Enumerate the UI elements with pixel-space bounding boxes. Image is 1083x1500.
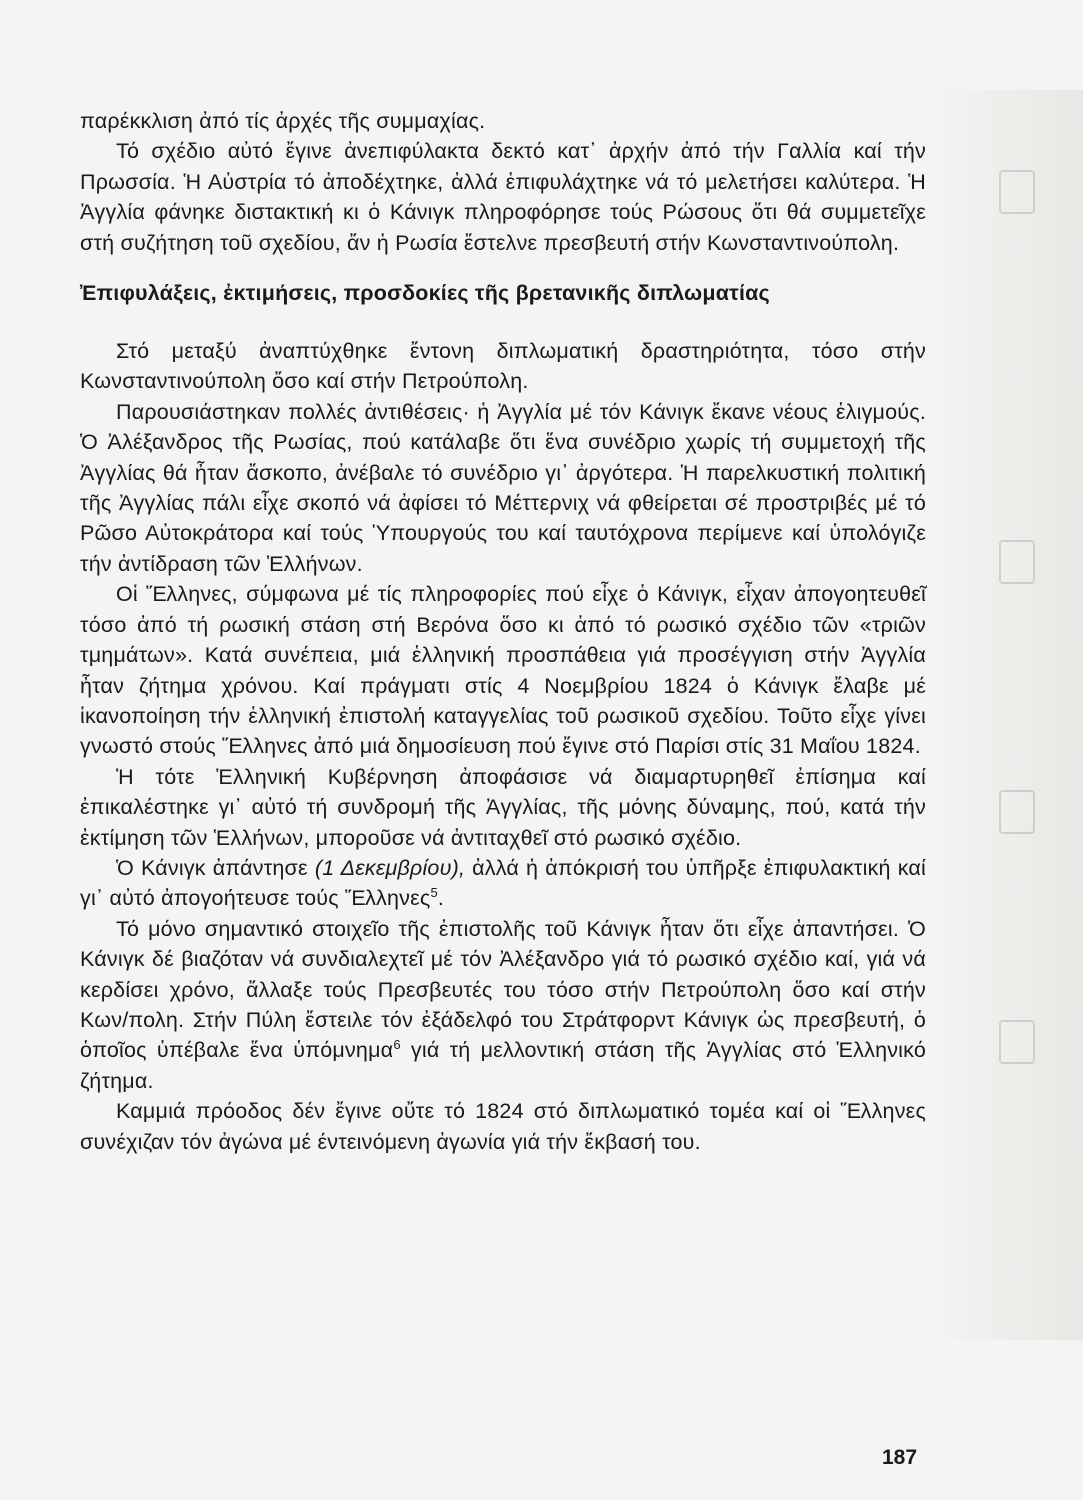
bleed-marker-1 [999, 170, 1035, 214]
paragraph-4: Οἱ Ἕλληνες, σύμφωνα μέ τίς πληροφορίες πού εἶχε ὁ Κάνιγκ, εἶχαν ἀπογοητευθεῖ τόσο ἀπό τή ρωσική στάση στή Βερόνα ὅσο κι ἀπό τό ρωσικό σχέδιο τῶν «τριῶν τμημάτων». Κατά συνέπεια, μιά ἑλληνική προσπάθεια γιά προσέγγιση στήν Ἀγγλία ἦταν ζήτημα χρόνου. Καί πράγματι στίς 4 Νοεμβρίου 1824 ὁ Κάνιγκ ἔλαβε μέ ἱκανοποίηση τήν ἑλληνική ἐπιστολή καταγγελίας τοῦ ρωσικοῦ σχεδίου. Τοῦτο εἶχε γίνει γνωστό στούς Ἕλληνες ἀπό μιά δημοσίευση πού ἔγινε στό Παρίσι στίς 31 Μαΐου 1824. [80, 582, 926, 759]
page-number: 187 [882, 1446, 918, 1469]
paragraph-3: Παρουσιάστηκαν πολλές ἀντιθέσεις· ἡ Ἀγγλία μέ τόν Κάνιγκ ἔκανε νέους ἑλιγμούς. Ὁ Ἀλέξανδρος τῆς Ρωσίας, πού κατάλαβε ὅτι ἕνα συνέδριο χωρίς τή συμμετοχή τῆς Ἀγγλίας θά ἦταν ἄσκοπο, ἀνέβαλε τό συνέδριο γι᾽ ἀργότερα. Ἡ παρελκυστική πολιτική τῆς Ἀγγλίας πάλι εἶχε σκοπό νά ἀφίσει τό Μέττερνιχ νά φθείρεται σέ προστριβές μέ τό Ρῶσο Αὐτοκράτορα καί τούς Ὑπουργούς του καί ταυτόχρονα περίμενε καί ὑπολόγιζε τήν ἀντίδραση τῶν Ἑλλήνων. [80, 399, 926, 576]
facing-page-bleed [933, 90, 1083, 1340]
paragraph-7 [80, 914, 926, 1096]
paragraph-2: Στό μεταξύ ἀναπτύχθηκε ἔντονη διπλωματική δραστηριότητα, τόσο στήν Κωνσταντινούπολη ὅσο καί στήν Πετρούπολη. [80, 339, 926, 394]
bleed-marker-2 [999, 540, 1035, 584]
paragraph-0: παρέκκλιση ἀπό τίς ἀρχές τῆς συμμαχίας. [80, 109, 486, 133]
p6-text-a: Ὁ Κάνιγκ ἀπάντησε [116, 855, 315, 880]
paragraph-1: Τό σχέδιο αὐτό ἔγινε ἀνεπιφύλακτα δεκτό κατ᾽ ἀρχήν ἀπό τήν Γαλλία καί τήν Πρωσσία. Ἡ Αὐστρία τό ἀποδέχτηκε, ἀλλά ἐπιφυλάχτηκε νά τό μελετήσει καλύτερα. Ἡ Ἀγγλία φάνηκε διστακτική κι ὁ Κάνιγκ πληροφόρησε τούς Ρώσους ὅτι θά συμμετεῖχε στή συζήτηση τοῦ σχεδίου, ἄν ἡ Ρωσία ἔστελνε πρεσβευτή στήν Κωνσταντινούπολη. [80, 139, 926, 255]
p7-text-a: Τό μόνο σημαντικό στοιχεῖο τῆς ἐπιστολῆς τοῦ Κάνιγκ ἦταν ὅτι εἶχε ἀπαντήσει. Ὁ Κάνιγκ δέ βιαζόταν νά συνδιαλεχτεῖ μέ τόν Ἀλέξανδρο γιά τό ρωσικό σχέδιο καί, γιά νά κερδίσει χρόνο, ἄλλαξε τούς Πρεσβευτές του τόσο στήν Πετρούπολη ὅσο καί στήν Κων/πολη. Στήν Πύλη ἔστειλε τόν ἐξάδελφό του Στράτφορντ Κάνιγκ ὡς πρεσβευτή, ὁ ὁποῖος ὑπέβαλε ἕνα ὑπόμνημα [80, 916, 926, 1063]
body-text [80, 106, 926, 1157]
footnote-ref-6: 6 [393, 1037, 401, 1053]
p6-date: (1 Δεκεμβρίου), [314, 855, 466, 880]
paragraph-5: Ἡ τότε Ἑλληνική Κυβέρνηση ἀποφάσισε νά διαμαρτυρηθεῖ ἐπίσημα καί ἐπικαλέστηκε γι᾽ αὐτό τή συνδρομή τῆς Ἀγγλίας, τῆς μόνης δύναμης, πού, κατά τήν ἐκτίμηση τῶν Ἑλλήνων, μποροῦσε νά ἀντιταχθεῖ στό ρωσικό σχέδιο. [80, 764, 926, 850]
bleed-marker-4 [999, 1020, 1035, 1064]
p6-text-c: . [437, 886, 445, 911]
bleed-marker-3 [999, 790, 1035, 834]
paragraph-6 [80, 853, 926, 914]
p7-text-b: γιά τή μελλοντική στάση τῆς Ἀγγλίας στό Ἑλληνικό ζήτημα. [80, 1038, 926, 1093]
p6-text-b: ἀλλά ἡ ἀπόκρισή του ὑπῆρξε ἐπιφυλακτική καί γι᾽ αὐτό ἀπογοήτευσε τούς Ἕλληνες [80, 855, 926, 911]
paragraph-8: Καμμιά πρόοδος δέν ἔγινε οὔτε τό 1824 στό διπλωματικό τομέα καί οἱ Ἕλληνες συνέχιζαν τόν ἀγώνα μέ έντεινόμενη ἀγωνία γιά τήν ἔκβασή του. [80, 1099, 926, 1154]
footnote-ref-5: 5 [430, 885, 438, 901]
section-heading: Ἐπιφυλάξεις, ἐκτιμήσεις, προσδοκίες τῆς βρετανικῆς διπλωματίας [80, 281, 770, 306]
